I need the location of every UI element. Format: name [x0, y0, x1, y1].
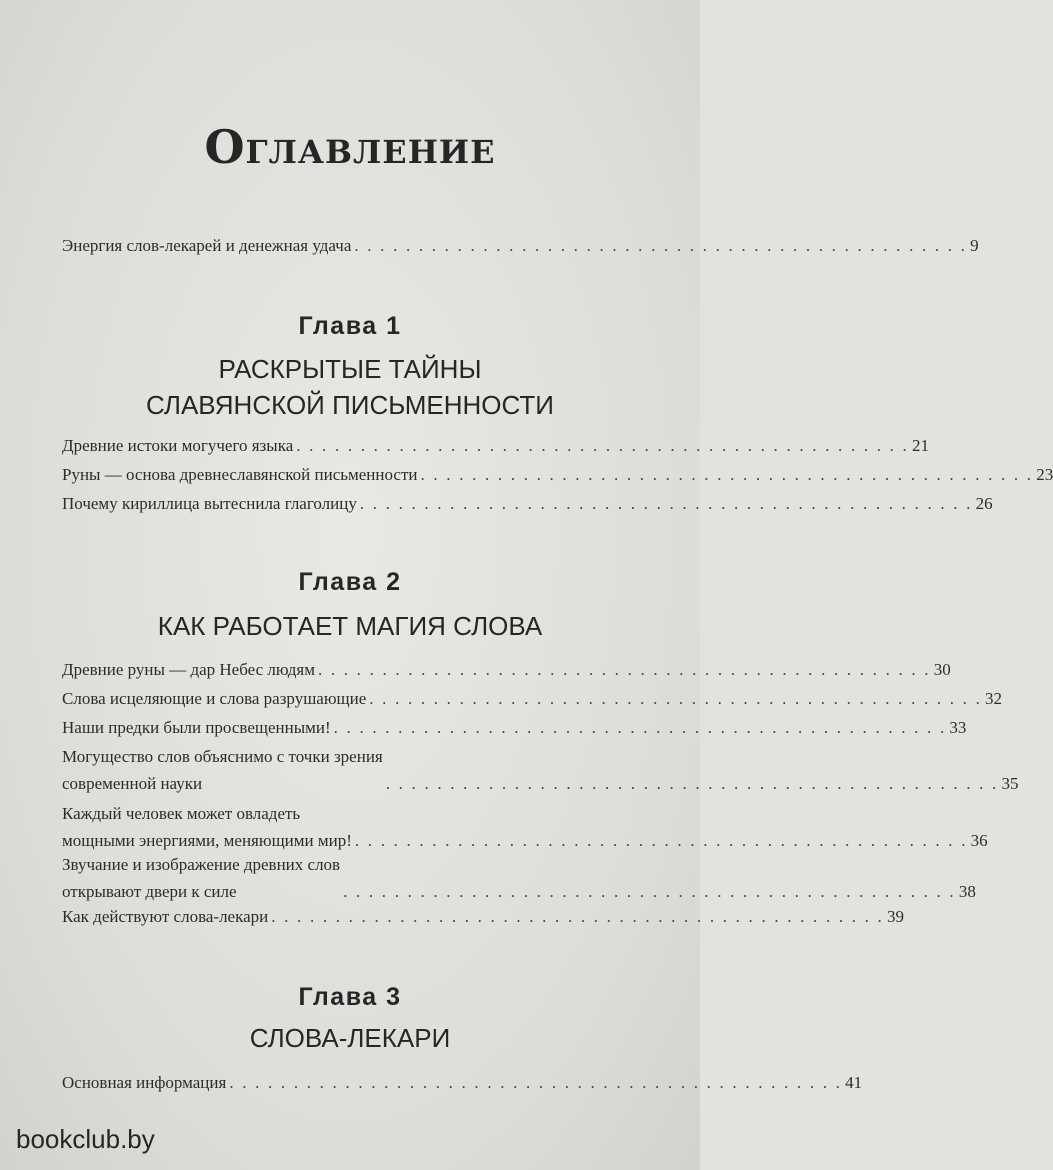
toc-entry-text: мощными энергиями, меняющими мир!: [62, 831, 352, 850]
toc-entry-text: Звучание и изображение древних слов: [62, 855, 341, 874]
toc-entry: [62, 1069, 863, 1096]
toc-entry-text: Почему кириллица вытеснила глаголицу: [62, 494, 357, 513]
leader-dots: . . . . . . . . . . . . . . . . . . . . . . . . . . . . . . . . . . . . . . . . . . . . . . . .: [296, 436, 909, 455]
leader-dots: . . . . . . . . . . . . . . . . . . . . . . . . . . . . . . . . . . . . . . . . . . . . . . . .: [385, 774, 999, 793]
toc-entry: [62, 656, 951, 683]
chapter-1-title-line-2: СЛАВЯНСКОЙ ПИСЬМЕННОСТИ: [145, 390, 554, 420]
toc-entry-text: Древние руны — дар Небес людям: [62, 660, 315, 679]
toc-entry-page: 9: [970, 236, 979, 255]
toc-entry-page: 32: [985, 689, 1003, 708]
toc-entry-text: Наши предки были просвещенными!: [62, 718, 331, 737]
toc-entry-page: 41: [845, 1073, 863, 1092]
toc-entry: [62, 714, 967, 741]
toc-entry: [62, 903, 904, 930]
toc-entry-page: 39: [887, 907, 904, 926]
toc-entry-text: открывают двери к силе: [62, 882, 237, 901]
leader-dots: . . . . . . . . . . . . . . . . . . . . . . . . . . . . . . . . . . . . . . . . . . . . . . . .: [317, 660, 931, 679]
leader-dots: . . . . . . . . . . . . . . . . . . . . . . . . . . . . . . . . . . . . . . . . . . . . . . . .: [333, 718, 947, 737]
chapter-3-title-line-1: СЛОВА-ЛЕКАРИ: [249, 1023, 451, 1053]
toc-entry: [62, 432, 929, 459]
toc-entry-text: Слова исцеляющие и слова разрушающие: [62, 689, 367, 708]
page-title: Оглавление: [204, 120, 496, 174]
leader-dots: . . . . . . . . . . . . . . . . . . . . . . . . . . . . . . . . . . . . . . . . . . . . . . . .: [271, 907, 884, 926]
leader-dots: . . . . . . . . . . . . . . . . . . . . . . . . . . . . . . . . . . . . . . . . . . . . . . . .: [343, 882, 956, 901]
toc-entry-text: Каждый человек может овладеть: [62, 804, 301, 823]
site-watermark: bookclub.by: [16, 1124, 155, 1154]
toc-entry: [62, 851, 976, 905]
chapter-3-label: Глава 3: [298, 983, 402, 1011]
leader-dots: . . . . . . . . . . . . . . . . . . . . . . . . . . . . . . . . . . . . . . . . . . . . . . . .: [354, 831, 968, 850]
toc-entry-page: 33: [949, 718, 967, 737]
toc-entry: [62, 800, 988, 854]
leader-dots: . . . . . . . . . . . . . . . . . . . . . . . . . . . . . . . . . . . . . . . . . . . . . . . .: [229, 1073, 843, 1092]
toc-entry-page: 36: [970, 831, 988, 850]
toc-entry-lines: [62, 851, 340, 905]
leader-dots: . . . . . . . . . . . . . . . . . . . . . . . . . . . . . . . . . . . . . . . . . . . . . . . .: [420, 465, 1034, 484]
toc-entry-text: Руны — основа древнеславянской письменности: [62, 465, 418, 484]
toc-entry-page: 26: [975, 494, 993, 513]
toc-entry-text: Древние истоки могучего языка: [62, 436, 294, 455]
toc-entry: [62, 685, 1003, 712]
toc-entry-page: 23: [1036, 465, 1053, 484]
toc-entry-text: Могущество слов объяснимо с точки зрения: [62, 747, 383, 766]
leader-dots: . . . . . . . . . . . . . . . . . . . . . . . . . . . . . . . . . . . . . . . . . . . . . . . .: [369, 689, 983, 708]
chapter-2-label: Глава 2: [298, 568, 402, 596]
leader-dots: . . . . . . . . . . . . . . . . . . . . . . . . . . . . . . . . . . . . . . . . . . . . . . . .: [359, 494, 973, 513]
toc-entry-page: 30: [933, 660, 951, 679]
toc-entry-lines: [62, 800, 352, 854]
chapter-1-title-line-1: РАСКРЫТЫЕ ТАЙНЫ: [218, 354, 482, 384]
toc-entry-lines: [62, 743, 383, 797]
toc-entry-text: Как действуют слова-лекари: [62, 907, 269, 926]
leader-dots: . . . . . . . . . . . . . . . . . . . . . . . . . . . . . . . . . . . . . . . . . . . . . . . .: [354, 236, 968, 255]
toc-entry-text: Основная информация: [62, 1073, 227, 1092]
toc-entry-page: 38: [958, 882, 976, 901]
toc-entry-page: 35: [1001, 774, 1019, 793]
toc-entry-text: Энергия слов-лекарей и денежная удача: [62, 236, 352, 255]
chapter-1-label: Глава 1: [298, 312, 402, 340]
toc-entry: [62, 490, 993, 517]
toc-entry-text: современной науки: [62, 774, 203, 793]
chapter-2-title-line-1: КАК РАБОТАЕТ МАГИЯ СЛОВА: [157, 611, 543, 641]
toc-entry-page: 21: [912, 436, 929, 455]
toc-entry: [62, 743, 1019, 797]
toc-entry: [62, 461, 1053, 488]
toc-entry-intro: [62, 232, 979, 259]
